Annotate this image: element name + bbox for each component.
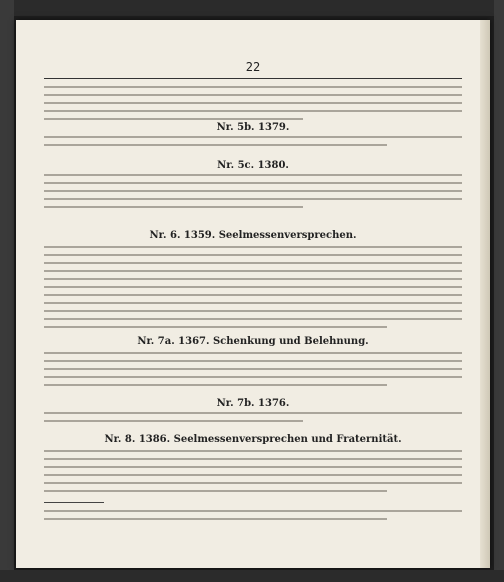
right-edge	[494, 0, 504, 582]
footnote	[44, 510, 462, 526]
heading-7a: Nr. 7a. 1367. Schenkung und Belehnung.	[137, 336, 369, 347]
paragraph-8	[44, 450, 462, 498]
heading-6: Nr. 6. 1359. Seelmessenversprechen.	[149, 230, 357, 241]
paragraph-6	[44, 246, 462, 334]
heading-5c: Nr. 5c. 1380.	[217, 160, 289, 171]
paragraph-5c	[44, 174, 462, 214]
heading-8: Nr. 8. 1386. Seelmessenversprechen und Fraternität.	[104, 434, 402, 445]
heading-7b: Nr. 7b. 1376.	[216, 398, 290, 409]
paragraph-7b	[44, 412, 462, 428]
left-edge	[0, 0, 14, 582]
heading-5b: Nr. 5b. 1379.	[216, 122, 290, 133]
page-number: 22	[245, 60, 261, 74]
footnote-rule	[44, 502, 104, 503]
paragraph-7a	[44, 352, 462, 392]
paragraph-5b	[44, 136, 462, 152]
top-toolbar	[0, 0, 504, 16]
paragraph-1	[44, 86, 462, 126]
header-rule	[44, 78, 462, 79]
page-gutter	[480, 20, 490, 568]
document-page	[16, 20, 490, 568]
bottom-bar	[0, 570, 504, 582]
